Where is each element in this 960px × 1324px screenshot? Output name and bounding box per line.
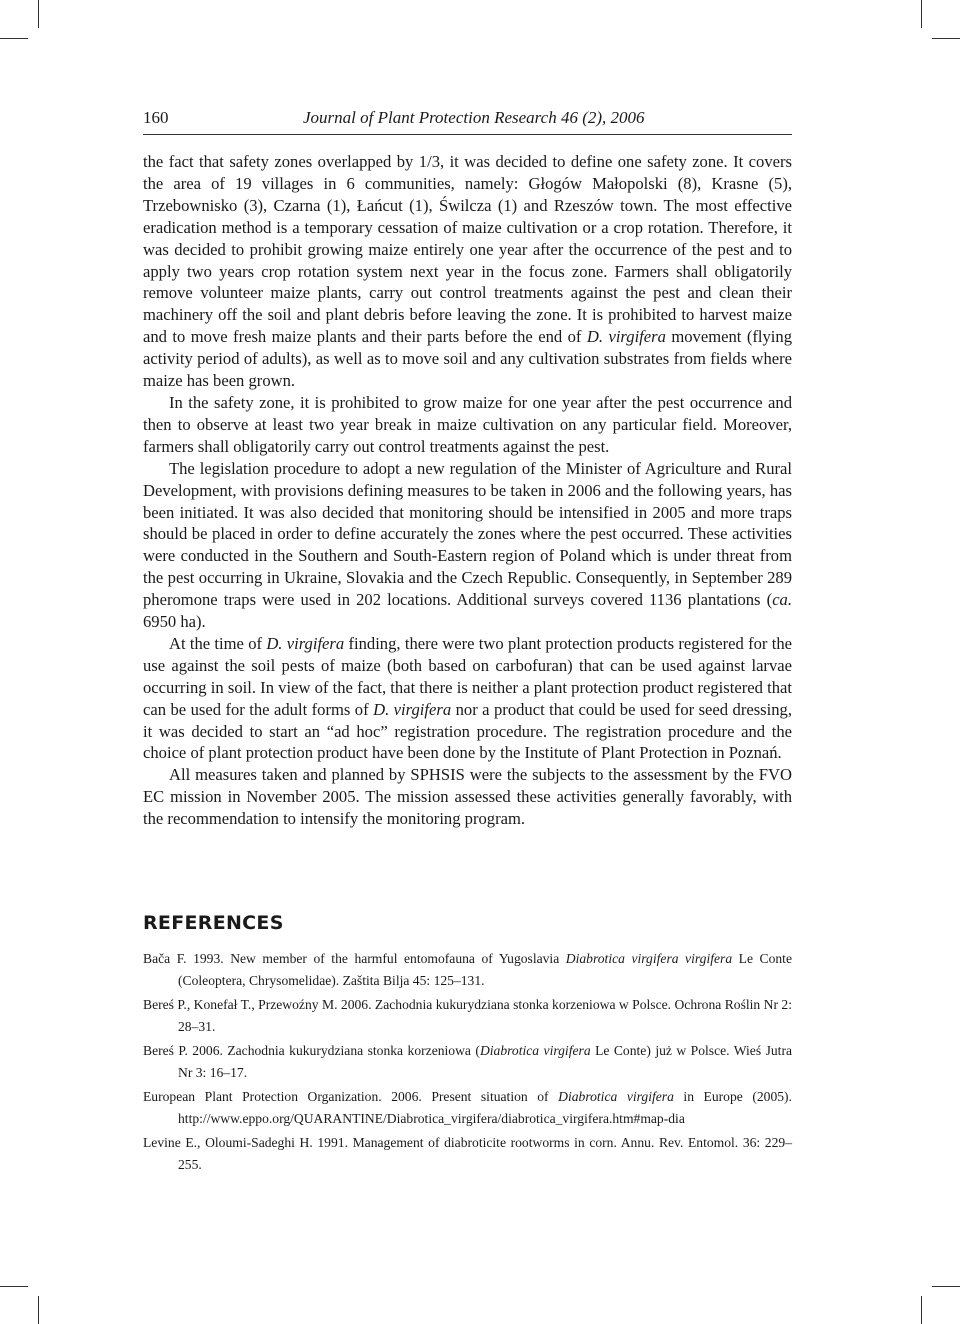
italic-text: Diabrotica virgifera xyxy=(479,1043,591,1058)
running-header xyxy=(143,108,792,135)
text-run: Levine E., Oloumi-Sadeghi H. 1991. Management of diabroticite rootworms in corn. Annu. Rev. Entomol. 36: 229–255. xyxy=(143,1135,792,1172)
italic-text: D. virgifera xyxy=(586,327,666,347)
text-run: All measures taken and planned by SPHSIS were the subjects to the assessment by the FVO EC mission in November 2005. The mission assessed these activities generally favorably, with the recommendation to intensify the monitoring program. xyxy=(143,765,792,829)
journal-title: Journal of Plant Protection Research 46 (2), 2006 xyxy=(303,108,645,127)
crop-mark xyxy=(921,1296,922,1324)
references-list xyxy=(143,948,792,1178)
italic-text: Diabrotica virgifera xyxy=(558,1089,674,1104)
page-number: 160 xyxy=(143,108,169,127)
italic-text: Diabrotica virgifera virgifera xyxy=(565,951,733,966)
text-run: Bereś P. 2006. Zachodnia kukurydziana stonka korzeniowa ( xyxy=(143,1043,480,1058)
crop-mark xyxy=(932,1286,960,1287)
paragraph xyxy=(143,633,792,764)
reference-item xyxy=(143,1040,792,1083)
text-run: Bereś P., Konefał T., Przewoźny M. 2006. Zachodnia kukurydziana stonka korzeniowa w Polsce. Ochrona Roślin Nr 2: 28–31. xyxy=(143,997,792,1034)
text-run: finding, there were two plant protection products registered for the use against the soil pests of maize (both based on carbofuran) that can be used against larvae occurring in soil. In view of the fact, that there is neither a plant protection product registered that can be used for the adult forms of xyxy=(143,633,793,719)
text-run: Le Conte (Coleoptera, Chrysomelidae). Zaštita Bilja 45: 125–131. xyxy=(178,951,792,988)
text-run: Le Conte) już w Polsce. Wieś Jutra Nr 3: 16–17. xyxy=(178,1043,792,1080)
italic-text: ca. xyxy=(772,590,792,610)
crop-mark xyxy=(921,0,922,28)
paragraph xyxy=(143,392,792,458)
crop-mark xyxy=(0,38,28,39)
references-heading: REFERENCES xyxy=(143,912,284,934)
text-run: nor a product that could be used for seed dressing, it was decided to start an “ad hoc” registration procedure. The registration procedure and the choice of plant protection product have been done by the Institute of Plant Protection in Poznań. xyxy=(143,699,792,763)
paragraph xyxy=(143,151,792,392)
text-run: movement (flying activity period of adults), as well as to move soil and any cultivation substrates from fields where maize has been grown. xyxy=(143,327,793,391)
text-run: The legislation procedure to adopt a new regulation of the Minister of Agriculture and Rural Development, with provisions defining measures to be taken in 2006 and the following years, has been initiated. It was also decided that monitoring should be intensified in 2005 and more traps should be placed in order to define accurately the zones where the pest occurred. These activities were conducted in the Southern and South-Eastern region of Poland which is under threat from the pest occurring in Ukraine, Slovakia and the Czech Republic. Consequently, in September 289 pheromone traps were used in 202 locations. Additional surveys covered 1136 plantations ( xyxy=(143,458,792,610)
text-run: Bača F. 1993. New member of the harmful entomofauna of Yugoslavia xyxy=(143,951,566,966)
italic-text: D. virgifera xyxy=(266,633,345,653)
text-run: European Plant Protection Organization. 2006. Present situation of xyxy=(143,1089,559,1104)
reference-item xyxy=(143,1086,792,1129)
body-text xyxy=(143,151,792,830)
reference-item xyxy=(143,948,792,991)
crop-mark xyxy=(38,1296,39,1324)
text-run: At the time of xyxy=(169,633,267,653)
text-run: 6950 ha). xyxy=(143,612,206,632)
crop-mark xyxy=(38,0,39,28)
crop-mark xyxy=(0,1286,28,1287)
text-run: the fact that safety zones overlapped by 1/3, it was decided to define one safety zone. It covers the area of 19 villages in 6 communities, namely: Głogów Małopolski (8), Krasne (5), Trzebownisko (3), Czarna (1), Łańcut (1), Świlcza (1) and Rzeszów town. The most effective eradication method is a temporary cessation of maize cultivation or a crop rotation. Therefore, it was decided to prohibit growing maize entirely one year after the occurrence of the pest and to apply two years crop rotation system next year in the focus zone. Farmers shall obligatorily remove volunteer maize plants, carry out control treatments against the pest and clean their machinery off the soil and plant debris before leaving the zone. It is prohibited to harvest maize and to move fresh maize plants and their parts before the end of xyxy=(143,152,792,347)
text-run: in Europe (2005). http://www.eppo.org/QUARANTINE/Diabrotica_virgifera/diabrotica_virgifera.htm#map-dia xyxy=(178,1089,792,1126)
text-run: In the safety zone, it is prohibited to grow maize for one year after the pest occurrence and then to observe at least two year break in maize cultivation on any particular field. Moreover, farmers shall obligatorily carry out control treatments against the pest. xyxy=(143,392,792,456)
crop-mark xyxy=(932,38,960,39)
italic-text: D. virgifera xyxy=(373,699,452,719)
paragraph xyxy=(143,458,792,633)
paragraph xyxy=(143,764,792,830)
reference-item xyxy=(143,1132,792,1175)
reference-item xyxy=(143,994,792,1037)
